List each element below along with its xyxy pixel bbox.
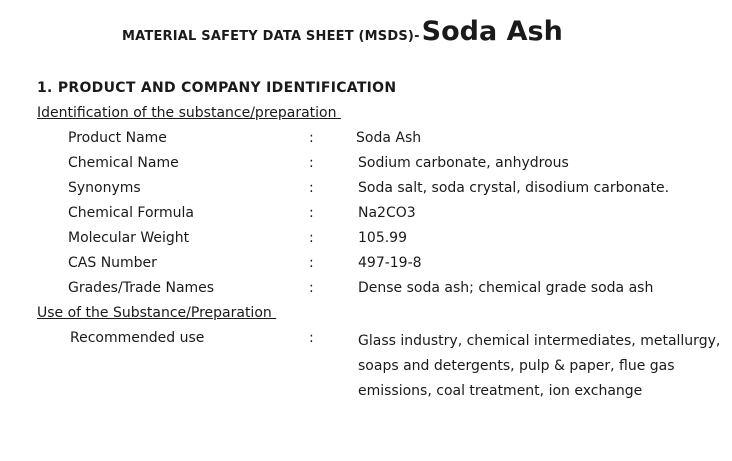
identification-subheading: Identification of the substance/preparation xyxy=(37,105,341,121)
row-value: Sodium carbonate, anhydrous xyxy=(358,155,569,171)
row-colon: : xyxy=(309,330,314,346)
use-subheading: Use of the Substance/Preparation xyxy=(37,305,277,321)
info-row-synonyms xyxy=(0,180,732,205)
document-title-prefix: MATERIAL SAFETY DATA SHEET (MSDS)- xyxy=(122,29,420,44)
row-label: Chemical Formula xyxy=(68,205,195,221)
row-label: Recommended use xyxy=(70,330,205,346)
row-value: Soda Ash xyxy=(356,130,422,146)
row-colon: : xyxy=(309,130,314,146)
row-value: Na2CO3 xyxy=(358,205,416,221)
row-label: Chemical Name xyxy=(68,155,179,171)
info-row-chemical-formula xyxy=(0,205,732,230)
row-colon: : xyxy=(309,155,314,171)
row-value: 105.99 xyxy=(358,230,407,246)
recommended-use-value xyxy=(358,329,728,404)
section-heading: 1. PRODUCT AND COMPANY IDENTIFICATION xyxy=(37,80,397,96)
row-colon: : xyxy=(309,255,314,271)
document-title-product: Soda Ash xyxy=(421,16,563,47)
recommended-use-line: emissions, coal treatment, ion exchange xyxy=(358,383,643,399)
row-label: Grades/Trade Names xyxy=(68,280,215,296)
document-title xyxy=(122,18,563,45)
row-label: Molecular Weight xyxy=(68,230,190,246)
recommended-use-line: soaps and detergents, pulp & paper, flue gas xyxy=(358,358,675,374)
row-colon: : xyxy=(309,280,314,296)
row-label: Product Name xyxy=(68,130,167,146)
row-value: 497-19-8 xyxy=(358,255,422,271)
recommended-use-line: Glass industry, chemical intermediates, metallurgy, xyxy=(358,333,721,349)
info-row-grades-trade-names xyxy=(0,280,732,305)
row-value: Soda salt, soda crystal, disodium carbonate. xyxy=(358,180,670,196)
row-value: Dense soda ash; chemical grade soda ash xyxy=(358,280,654,296)
row-colon: : xyxy=(309,230,314,246)
row-label: CAS Number xyxy=(68,255,157,271)
info-row-chemical-name xyxy=(0,155,732,180)
row-colon: : xyxy=(309,205,314,221)
info-row-cas-number xyxy=(0,255,732,280)
row-colon: : xyxy=(309,180,314,196)
row-label: Synonyms xyxy=(68,180,141,196)
info-row-product-name xyxy=(0,130,732,155)
info-row-molecular-weight xyxy=(0,230,732,255)
